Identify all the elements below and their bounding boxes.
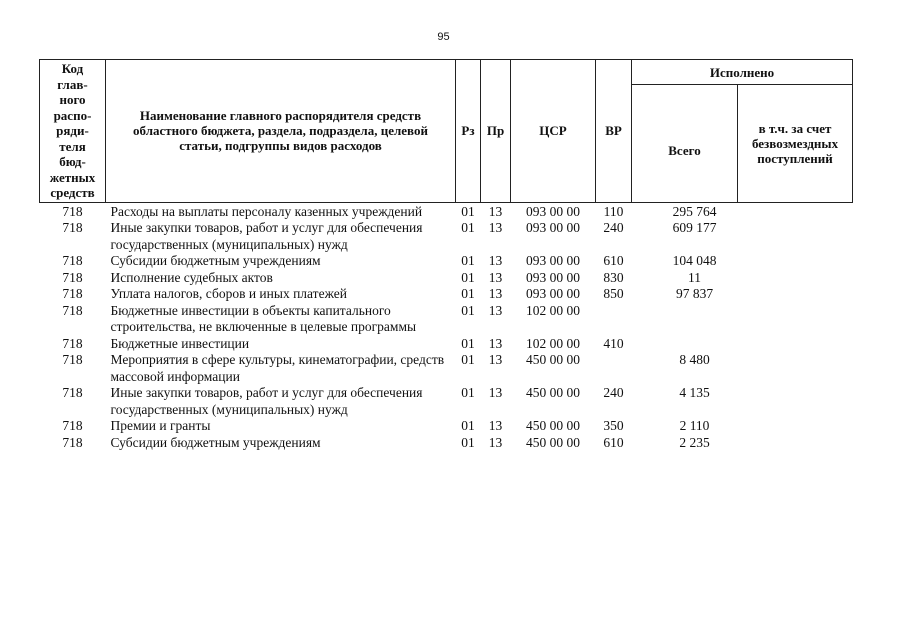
table-row — [40, 220, 853, 253]
row-csr: 093 00 00 — [526, 286, 580, 301]
row-vr — [596, 303, 632, 336]
row-name: Бюджетные инвестиции — [110, 335, 250, 351]
row-rz: 01 — [461, 253, 475, 268]
header-csr: ЦСР — [511, 60, 596, 203]
row-gratuitous — [738, 352, 853, 385]
row-pr: 13 — [488, 335, 503, 351]
table-row — [40, 202, 853, 220]
row-gratuitous — [738, 220, 853, 253]
row-csr: 093 00 00 — [526, 253, 580, 268]
row-total: 11 — [688, 269, 701, 285]
budget-table — [39, 59, 853, 451]
row-code: 718 — [62, 286, 83, 301]
row-name: Иные закупки товаров, работ и услуг для обеспечения государственных (муниципальных) нужд — [110, 220, 423, 252]
row-gratuitous — [738, 286, 853, 303]
row-csr: 450 00 00 — [526, 352, 580, 367]
row-pr: 13 — [488, 418, 503, 433]
row-pr: 13 — [488, 385, 503, 400]
row-rz: 01 — [461, 269, 475, 285]
row-gratuitous — [738, 253, 853, 270]
row-gratuitous — [738, 303, 853, 336]
row-pr: 13 — [488, 434, 503, 450]
table-body — [40, 202, 853, 451]
row-name: Субсидии бюджетным учреждениям — [110, 434, 321, 450]
header-vr: ВР — [596, 60, 632, 203]
row-gratuitous — [738, 336, 853, 353]
row-total: 97 837 — [675, 286, 714, 301]
row-rz: 01 — [461, 203, 475, 219]
header-pr: Пр — [481, 60, 511, 203]
row-pr: 13 — [488, 253, 503, 268]
row-pr: 13 — [488, 203, 503, 219]
row-total: 8 480 — [679, 352, 710, 367]
row-name: Премии и гранты — [110, 418, 211, 433]
row-vr: 850 — [603, 286, 624, 301]
row-total — [632, 336, 738, 353]
row-total: 295 764 — [672, 203, 717, 219]
row-code: 718 — [62, 220, 83, 235]
row-vr: 240 — [603, 385, 624, 400]
header-rz: Рз — [456, 60, 481, 203]
header-code: Код глав- ного распо- ряди- теля бюд- жетных средств — [40, 60, 106, 203]
row-rz: 01 — [461, 302, 475, 318]
row-pr: 13 — [488, 269, 503, 285]
table-row — [40, 385, 853, 418]
row-rz: 01 — [461, 385, 475, 400]
row-csr: 450 00 00 — [526, 385, 580, 400]
row-gratuitous — [738, 202, 853, 220]
row-total — [632, 303, 738, 336]
row-rz: 01 — [461, 220, 475, 235]
row-csr: 093 00 00 — [526, 203, 580, 219]
row-rz: 01 — [461, 434, 475, 450]
row-name: Бюджетные инвестиции в объекты капитального строительства, не включенные в целевые программы — [110, 302, 417, 334]
row-code: 718 — [62, 269, 83, 285]
header-total: Всего — [632, 85, 738, 203]
row-name: Уплата налогов, сборов и иных платежей — [110, 286, 347, 301]
row-rz: 01 — [461, 352, 475, 367]
row-rz: 01 — [461, 286, 475, 301]
row-vr: 410 — [603, 335, 624, 351]
row-code: 718 — [62, 418, 83, 433]
row-vr — [596, 352, 632, 385]
header-gratuitous: в т.ч. за счет безвозмездных поступлений — [738, 85, 853, 203]
row-pr: 13 — [488, 286, 503, 301]
table-row — [40, 303, 853, 336]
row-code: 718 — [62, 302, 83, 318]
row-code: 718 — [62, 335, 83, 351]
table-row — [40, 336, 853, 353]
header-name: Наименование главного распорядителя средств областного бюджета, раздела, подраздела, целевой статьи, подгруппы видов расходов — [106, 60, 456, 203]
row-csr: 093 00 00 — [526, 269, 580, 285]
row-name: Иные закупки товаров, работ и услуг для обеспечения государственных (муниципальных) нужд — [110, 385, 423, 417]
row-vr: 350 — [603, 418, 624, 433]
table-row — [40, 418, 853, 435]
row-csr: 102 00 00 — [526, 335, 580, 351]
row-name: Мероприятия в сфере культуры, кинематографии, средств массовой информации — [110, 352, 445, 384]
row-gratuitous — [738, 418, 853, 435]
row-csr: 450 00 00 — [526, 418, 580, 433]
row-vr: 110 — [603, 203, 624, 219]
row-rz: 01 — [461, 418, 475, 433]
row-vr: 610 — [603, 253, 624, 268]
row-code: 718 — [62, 385, 83, 400]
row-name: Исполнение судебных актов — [110, 269, 273, 285]
row-total: 104 048 — [672, 253, 717, 268]
header-executed: Исполнено — [632, 60, 853, 85]
row-code: 718 — [62, 352, 83, 367]
row-csr: 093 00 00 — [526, 220, 580, 235]
row-csr: 102 00 00 — [526, 302, 580, 318]
row-pr: 13 — [488, 220, 503, 235]
row-csr: 450 00 00 — [526, 434, 580, 450]
row-vr: 610 — [603, 434, 624, 450]
row-name: Расходы на выплаты персоналу казенных учреждений — [110, 203, 423, 219]
row-vr: 830 — [603, 269, 624, 285]
row-total: 2 110 — [679, 418, 710, 433]
row-name: Субсидии бюджетным учреждениям — [110, 253, 321, 268]
row-total: 2 235 — [679, 434, 710, 450]
row-gratuitous — [738, 270, 853, 287]
table-row — [40, 286, 853, 303]
table-row — [40, 352, 853, 385]
table-row — [40, 253, 853, 270]
row-code: 718 — [62, 203, 83, 219]
row-vr: 240 — [603, 220, 624, 235]
row-pr: 13 — [488, 302, 503, 318]
page-number: 95 — [437, 31, 450, 43]
table-row — [40, 435, 853, 452]
budget-table-container — [39, 59, 853, 451]
row-pr: 13 — [488, 352, 503, 367]
row-code: 718 — [62, 253, 83, 268]
table-header — [40, 60, 853, 203]
row-total: 4 135 — [679, 385, 710, 400]
row-code: 718 — [62, 434, 83, 450]
row-total: 609 177 — [672, 220, 717, 235]
table-row — [40, 270, 853, 287]
row-gratuitous — [738, 435, 853, 452]
row-gratuitous — [738, 385, 853, 418]
row-rz: 01 — [461, 335, 475, 351]
